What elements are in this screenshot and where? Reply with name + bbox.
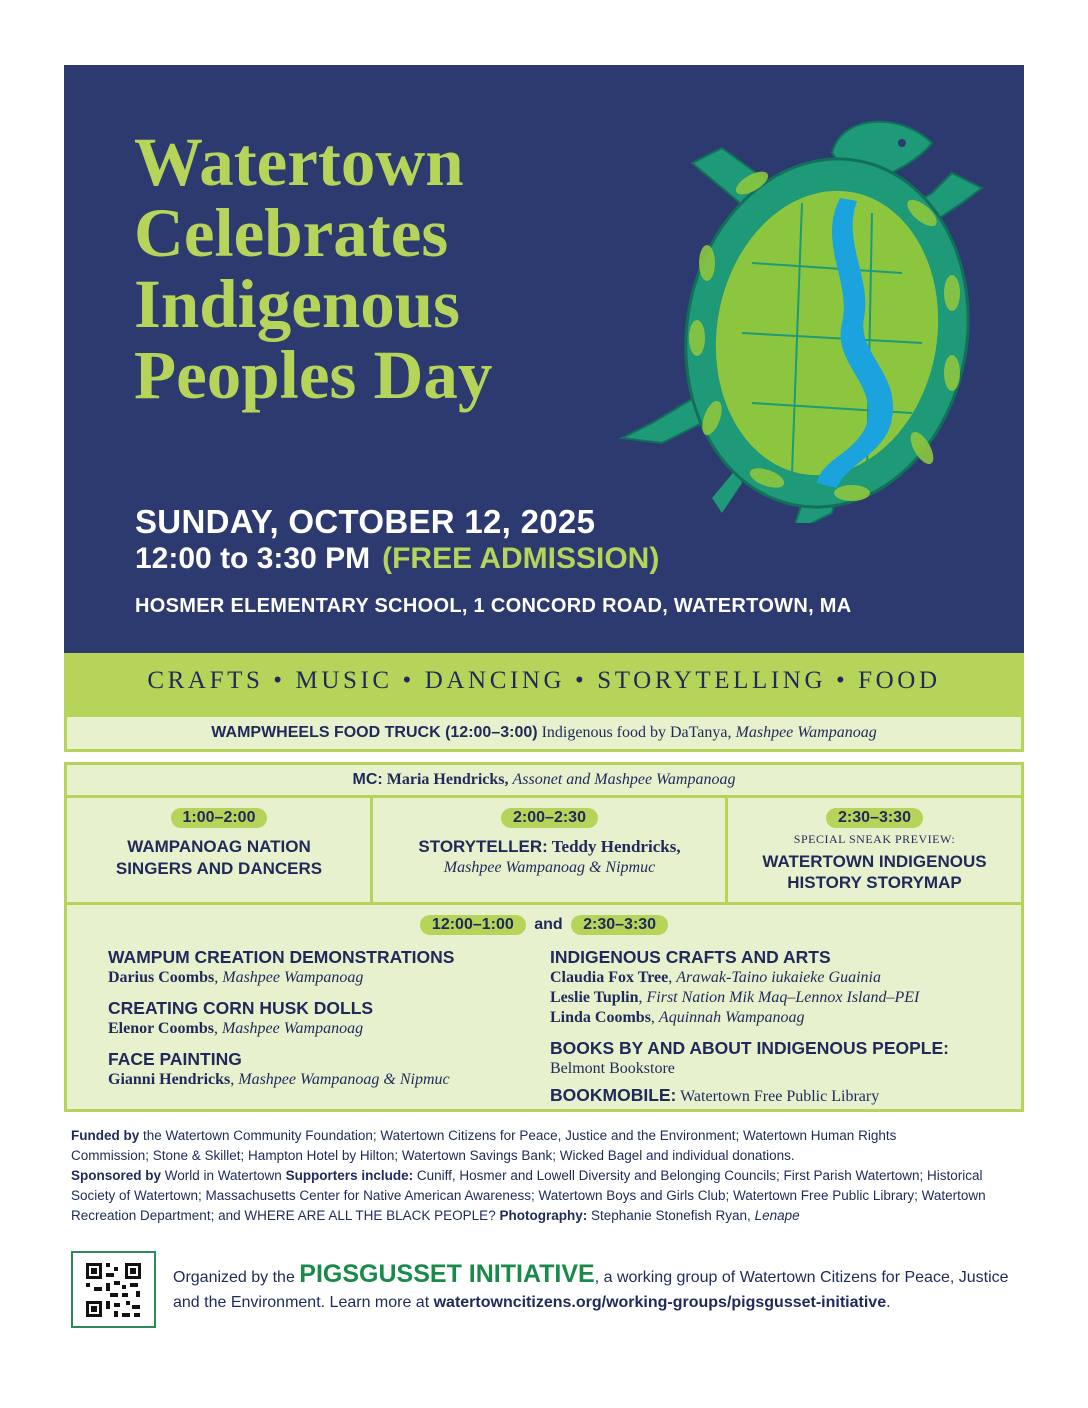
crafts-person: Linda Coombs [550,1009,651,1026]
food-truck-row [64,714,1024,752]
time-pill: 12:00–1:00 [420,915,526,935]
food-truck-text: Indigenous food by DaTanya, [537,724,736,741]
admission-note: (FREE ADMISSION) [382,542,660,575]
supporters-label: Supporters include: [285,1168,414,1183]
afternoon-block [64,902,1024,1112]
mc-name: Maria Hendricks, [382,771,513,788]
activity-entry [108,947,548,988]
sponsors-paragraph [71,1166,1026,1226]
turtle-illustration [602,93,1022,523]
cell-heading-line: WATERTOWN INDIGENOUS [762,852,987,871]
sponsored-label: Sponsored by [71,1168,162,1183]
books-heading: BOOKS BY AND ABOUT INDIGENOUS PEOPLE: [550,1038,949,1058]
storyteller-name: Teddy Hendricks, [547,837,681,856]
bookmobile-text: Watertown Free Public Library [676,1088,880,1105]
storyteller-nation: Mashpee Wampanoag & Nipmuc [443,859,656,876]
organizer-prefix: Organized by the [173,1269,300,1286]
separator: , [213,1020,222,1037]
activity-person: Elenor Coombs [108,1020,214,1037]
right-column [550,947,1010,1107]
food-truck-nation: Mashpee Wampanoag [735,724,877,741]
title-line: Celebrates [134,195,449,271]
crafts-nation: First Nation Mik Maq–Lennox Island–PEI [646,989,920,1006]
schedule-cell [725,795,1024,905]
activity-nation: Mashpee Wampanoag [222,969,364,986]
sneak-preview-note: SPECIAL SNEAK PREVIEW: [793,832,956,846]
schedule-cell [370,795,729,905]
crafts-person: Leslie Tuplin [550,989,639,1006]
sponsored-text: World in Watertown [161,1168,286,1183]
left-column [108,947,548,1090]
afternoon-times [67,915,1021,935]
photography-text: Stephanie Stonefish Ryan, [587,1208,755,1223]
title-line: Indigenous [134,266,460,342]
separator: , [650,1009,659,1026]
title-line: Peoples Day [134,337,493,413]
crafts-person: Claudia Fox Tree [550,969,669,986]
funded-label: Funded by [71,1128,140,1143]
cell-heading-line: SINGERS AND DANCERS [115,859,323,878]
crafts-heading: INDIGENOUS CRAFTS AND ARTS [550,947,831,967]
mc-nation: Assonet and Mashpee Wampanoag [512,771,736,788]
separator: , [214,969,223,986]
time-pill: 2:30–3:30 [826,808,923,828]
time-pill: 2:00–2:30 [501,808,598,828]
activity-nation: Mashpee Wampanoag & Nipmuc [238,1071,450,1088]
mc-label: MC: [352,771,383,788]
activity-person: Darius Coombs [108,969,215,986]
activity-person: Gianni Hendricks [108,1071,231,1088]
organizer-url-link[interactable]: watertowncitizens.org/working-groups/pigsgusset-initiative [433,1294,887,1311]
storyteller-label: STORYTELLER: [418,837,548,856]
event-title [134,124,604,413]
time-range: 12:00 to 3:30 PM [135,542,371,575]
bookmobile-label: BOOKMOBILE: [550,1085,677,1105]
organizer-suffix: . [886,1294,891,1311]
event-venue: HOSMER ELEMENTARY SCHOOL, 1 CONCORD ROAD, WATERTOWN, MA [135,595,852,617]
cell-heading-line: HISTORY STORYMAP [787,873,962,892]
supporters-text: Cuniff, Hosmer and Lowell Diversity and Belonging Councils; First Parish Watertown; Historical Society of Watertown; Massachusetts Center for Native American Awareness; Watertown Boys and Girls Club; Watertown Free Public Library; Watertown Recreation Department; and WHERE ARE ALL THE BLACK PEOPLE? [71,1168,986,1223]
and-text: and [534,916,563,933]
qr-code[interactable] [71,1251,156,1328]
qr-code-icon [73,1253,154,1326]
time-pill: 1:00–2:00 [171,808,268,828]
activity-entry [108,998,548,1039]
funded-paragraph [71,1126,901,1166]
credits [71,1126,1031,1226]
separator: , [638,989,647,1006]
activity-heading: CREATING CORN HUSK DOLLS [108,998,374,1018]
crafts-nation: Arawak-Taino iukaieke Guainia [676,969,881,986]
books-text: Belmont Bookstore [550,1060,675,1077]
funded-text: the Watertown Community Foundation; Watertown Citizens for Peace, Justice and the Environment; Watertown Human Rights Commission; Stone & Skillet; Hampton Hotel by Hilton; Watertown Savings Bank; Wicked Bagel and individual donations. [71,1128,897,1163]
organizer-note [173,1262,1033,1315]
hero-banner [64,65,1024,653]
separator: , [230,1071,239,1088]
organizer-middle: , a working group of Watertown Citizens for Peace, Justice and the Environment. Learn more at [173,1269,1009,1311]
time-pill: 2:30–3:30 [571,915,668,935]
activity-heading: FACE PAINTING [108,1049,242,1069]
activity-entry [108,1049,548,1090]
activities-band [64,653,1024,714]
activity-heading: WAMPUM CREATION DEMONSTRATIONS [108,947,455,967]
organizer-name: PIGSGUSSET INITIATIVE [299,1260,595,1288]
activities-list: CRAFTS • MUSIC • DANCING • STORYTELLING • FOOD [147,667,941,694]
mc-row [64,762,1024,798]
separator: , [668,969,677,986]
event-time [135,542,659,576]
photography-label: Photography: [499,1208,588,1223]
photography-nation: Lenape [754,1208,800,1223]
schedule-cell [64,795,374,905]
food-truck-label: WAMPWHEELS FOOD TRUCK (12:00–3:00) [211,724,538,741]
title-line: Watertown [134,124,464,200]
cell-heading-line: WAMPANOAG NATION [127,837,311,856]
activity-nation: Mashpee Wampanoag [221,1020,364,1037]
event-date: SUNDAY, OCTOBER 12, 2025 [135,503,596,540]
crafts-nation: Aquinnah Wampanoag [658,1009,805,1026]
